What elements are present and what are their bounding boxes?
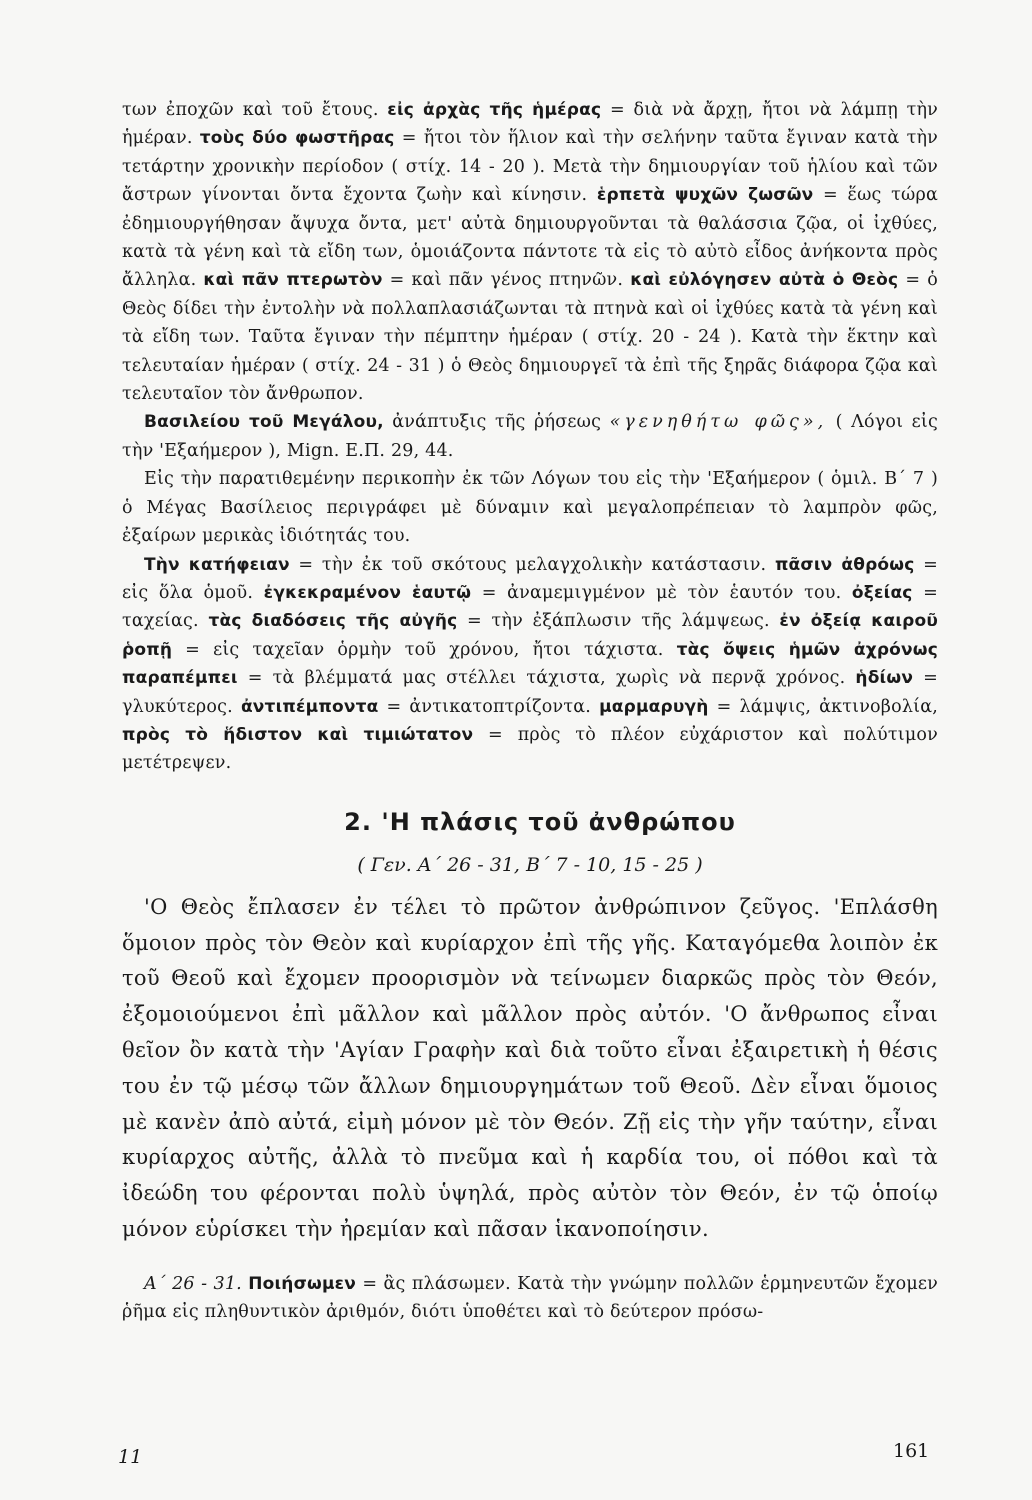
verse-note: Α΄ 26 - 31. Ποιήσωμεν = ἂς πλάσωμεν. Κατὰ τὴν γνώμην πολλῶν ἑρμηνευτῶν ἔχομεν ῥῆμα εἰς πληθυντικὸν ἀριθμόν, διότι ὑποθέτει καὶ τὸ δεύτερον πρόσω- xyxy=(122,1273,938,1323)
spacer xyxy=(122,1248,938,1270)
section-heading: 2. 'Η πλάσις τοῦ ἀνθρώπου xyxy=(344,807,736,836)
signature-mark: 11 xyxy=(118,1446,143,1468)
section-reference: ( Γεν. Α΄ 26 - 31, Β΄ 7 - 10, 15 - 25 ) xyxy=(357,853,703,876)
section-body: 'Ο Θεὸς ἔπλασεν ἐν τέλει τὸ πρῶτον ἀνθρώπινον ζεῦγος. 'Επλάσθη ὅμοιον πρὸς τὸν Θεὸν καὶ κυρίαρχον ἐπὶ τῆς γῆς. Καταγόμεθα λοιπὸν ἐκ τοῦ Θεοῦ καὶ ἔχομεν προορισμὸν νὰ τείνωμεν διαρκῶς πρὸς τὸν Θεόν, ἐξομοιούμενοι ἐπὶ μᾶλλον καὶ μᾶλλον πρὸς αὐτόν. 'Ο ἄνθρωπος εἶναι θεῖον ὂν κατὰ τὴν 'Αγίαν Γραφὴν καὶ διὰ τοῦτο εἶναι ἐξαιρετικὴ ἡ θέσις του ἐν τῷ μέσῳ τῶν ἄλλων δημιουργημάτων τοῦ Θεοῦ. Δὲν εἶναι ὅμοιος μὲ κανὲν ἀπὸ αὐτά, εἰμὴ μόνον μὲ τὸν Θεόν. Ζῇ εἰς τὴν γῆν ταύτην, εἶναι κυρίαρχος αὐτῆς, ἀλλὰ τὸ πνεῦμα καὶ ἡ καρδία του, οἱ πόθοι καὶ τὰ ἰδεώδη του φέρονται πολὺ ὑψηλά, πρὸς αὐτὸν τὸν Θεόν, ἐν τῷ ὁποίῳ μόνον εὑρίσκει τὴν ἠρεμίαν καὶ πᾶσαν ἱκανοποίησιν. xyxy=(122,894,938,1241)
page-number: 161 xyxy=(893,1440,930,1462)
commentary-paragraph-1: των ἐποχῶν καὶ τοῦ ἔτους. εἰς ἀρχὰς τῆς ἡμέρας = διὰ νὰ ἄρχῃ, ἤτοι νὰ λάμπῃ τὴν ἡμέραν. τοὺς δύο φωστῆρας = ἤτοι τὸν ἥλιον καὶ τὴν σελήνην ταῦτα ἔγιναν κατὰ τὴν τετάρτην χρονικὴν περίοδον ( στίχ. 14 - 20 ). Μετὰ τὴν δημιουργίαν τοῦ ἡλίου καὶ τῶν ἄστρων γίνονται ὄντα ἔχοντα ζωὴν καὶ κίνησιν. ἑρπετὰ ψυχῶν ζωσῶν = ἕως τώρα ἐδημιουργήθησαν ἄψυχα ὄντα, μετ' αὐτὰ δημιουργοῦνται τὰ θαλάσσια ζῷα, οἱ ἰχθύες, κατὰ τὰ γένη καὶ τὰ εἴδη των, ὁμοιάζοντα πάντοτε τὰ εἰς τὸ αὐτὸ εἶδος ἀνήκοντα πρὸς ἄλληλα. καὶ πᾶν πτερωτὸν = καὶ πᾶν γένος πτηνῶν. καὶ εὐλόγησεν αὐτὰ ὁ Θεὸς = ὁ Θεὸς δίδει τὴν ἐντολὴν νὰ πολλαπλασιάζωνται τὰ πτηνὰ καὶ οἱ ἰχθύες κατὰ τὰ γένη καὶ τὰ εἴδη των. Ταῦτα ἔγιναν τὴν πέμπτην ἡμέραν ( στίχ. 20 - 24 ). Κατὰ τὴν ἕκτην καὶ τελευταίαν ἡμέραν ( στίχ. 24 - 31 ) ὁ Θεὸς δημιουργεῖ τὰ ἐπὶ τῆς ξηρᾶς διάφορα ζῷα καὶ τελευταῖον τὸν ἄνθρωπον. xyxy=(122,100,939,405)
text-column xyxy=(122,96,938,1327)
glossary-paragraph: Τὴν κατήφειαν = τὴν ἐκ τοῦ σκότους μελαγχολικὴν κατάστασιν. πᾶσιν ἀθρόως = εἰς ὅλα ὁμοῦ. ἐγκεκραμένον ἑαυτῷ = ἀναμεμιγμένον μὲ τὸν ἑαυτόν του. ὀξείας = ταχείας. τὰς διαδόσεις τῆς αὐγῆς = τὴν ἐξάπλωσιν τῆς λάμψεως. ἐν ὀξείᾳ καιροῦ ῥοπῇ = εἰς ταχεῖαν ὁρμὴν τοῦ χρόνου, ἤτοι τάχιστα. τὰς ὄψεις ἡμῶν ἀχρόνως παραπέμπει = τὰ βλέμματά μας στέλλει τάχιστα, χωρὶς νὰ περνᾷ χρόνος. ἡδίων = γλυκύτερος. ἀντιπέμποντα = ἀντικατοπτρίζοντα. μαρμαρυγὴ = λάμψις, ἀκτινοβολία, πρὸς τὸ ἥδιστον καὶ τιμιώτατον = πρὸς τὸ πλέον εὐχάριστον καὶ πολύτιμον μετέτρεψεν. xyxy=(122,554,939,774)
source-citation: Βασιλείου τοῦ Μεγάλου, ἀνάπτυξις τῆς ῥήσεως «γενηθήτω φῶς», ( Λόγοι εἰς τὴν 'Εξαήμερον ), Mign. E.Π. 29, 44. xyxy=(122,412,938,461)
commentary-paragraph-2: Εἰς τὴν παρατιθεμένην περικοπὴν ἐκ τῶν Λόγων του εἰς τὴν 'Εξαήμερον ( ὁμιλ. Β΄ 7 ) ὁ Μέγας Βασίλειος περιγράφει μὲ δύναμιν καὶ μεγαλοπρέπειαν τὸ λαμπρὸν φῶς, ἐξαίρων μερικὰς ἰδιότητάς του. xyxy=(122,469,938,547)
